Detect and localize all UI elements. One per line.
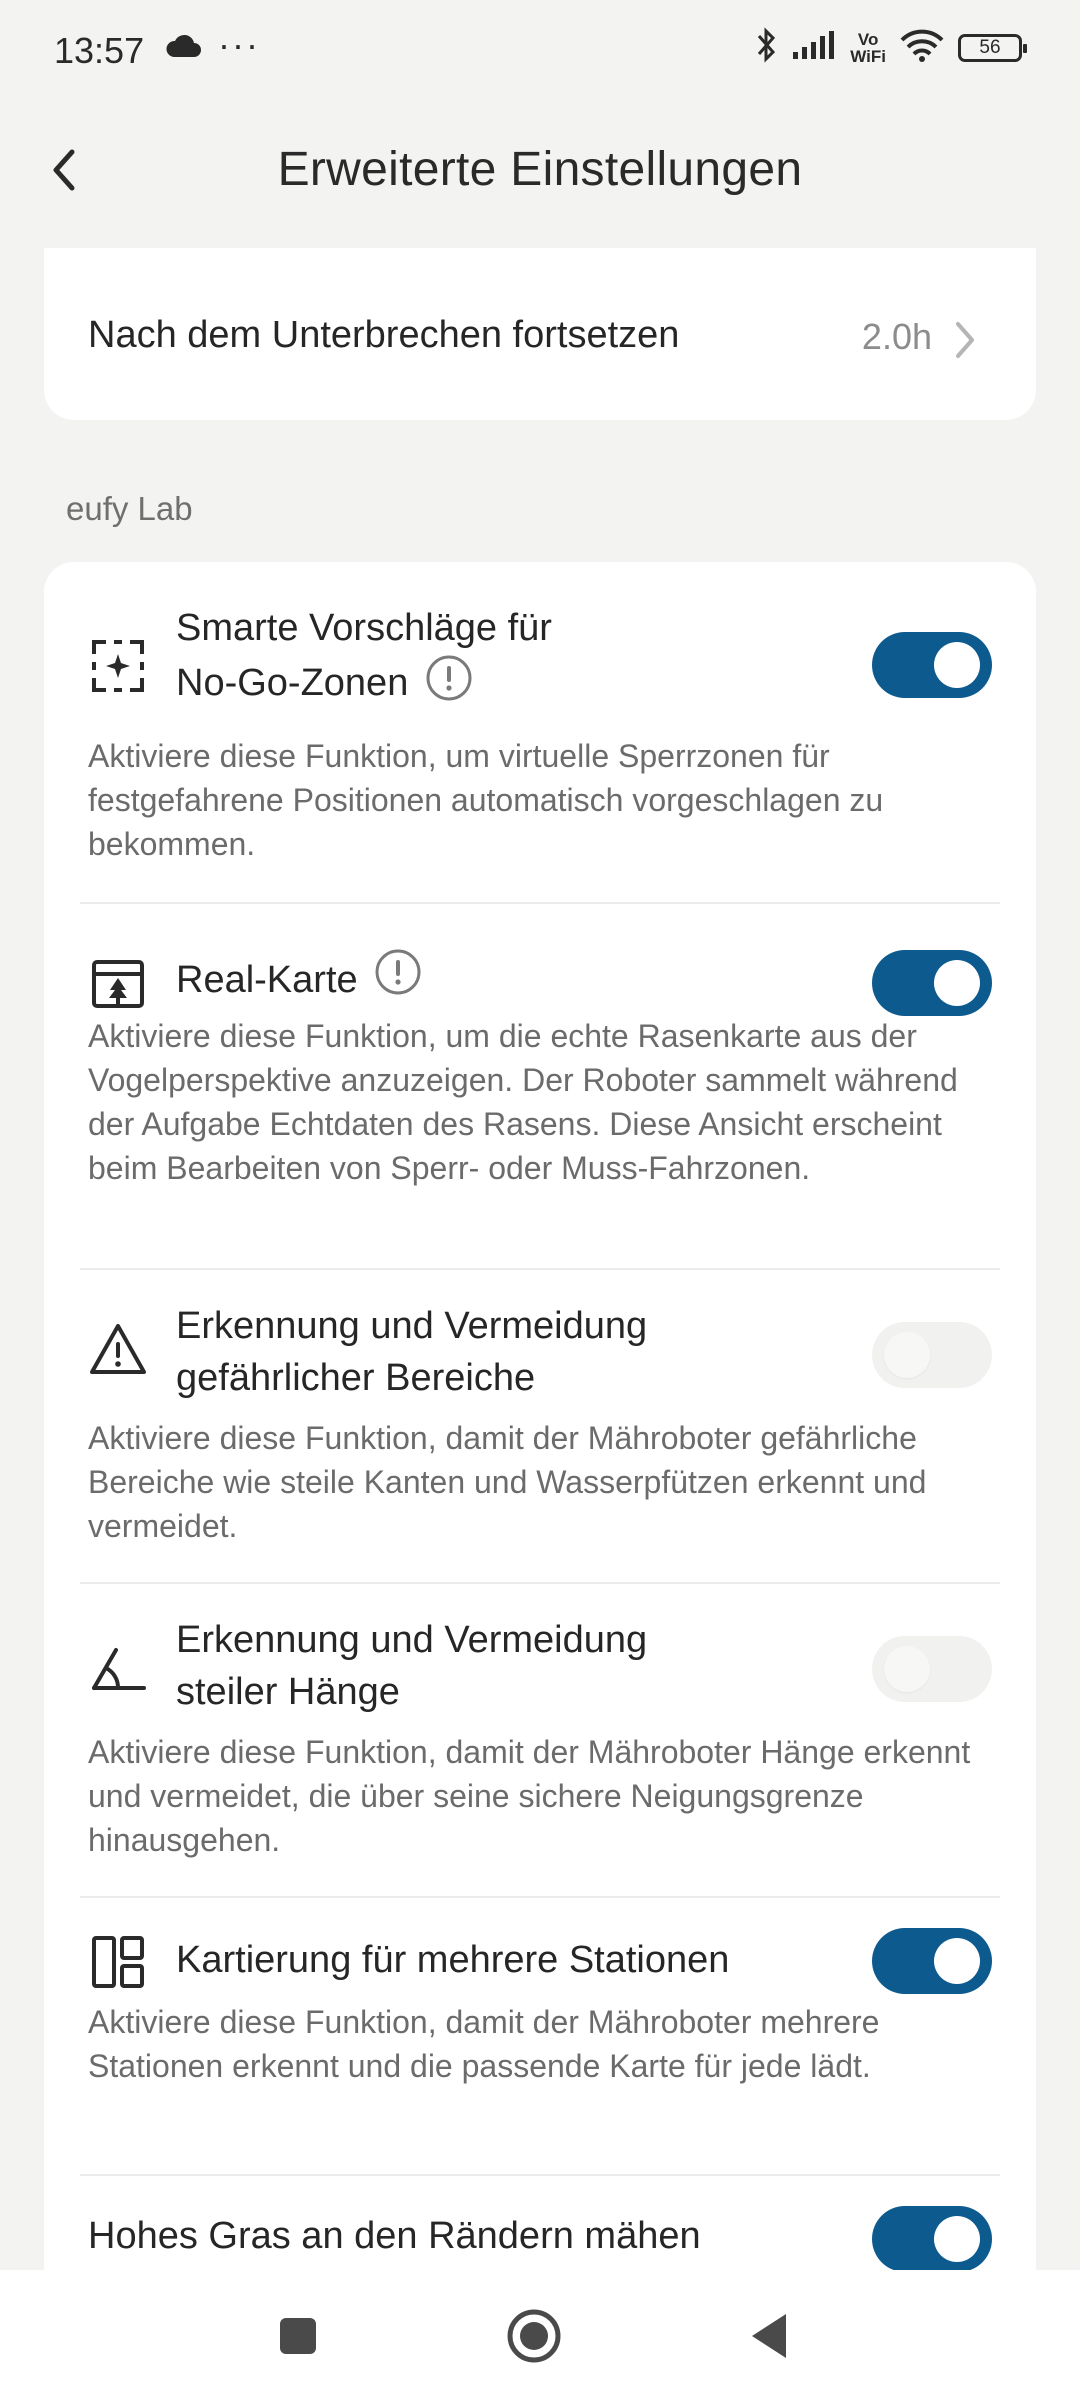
toggle-knob [934,2216,980,2262]
setting-real-map [44,904,1036,1268]
setting-smart-no-go-zones [44,562,1036,902]
setting-title-line1: Erkennung und Vermeidung [176,1619,648,1661]
setting-title-line2: No-Go-Zonen [176,662,409,705]
toggle-knob [884,1332,930,1378]
back-nav-button[interactable] [740,2306,800,2366]
setting-title [176,954,756,1010]
info-icon[interactable] [374,948,422,1010]
slope-angle-icon [88,1638,148,1698]
battery-indicator: 56 [958,34,1022,62]
sparkle-zone-icon [88,636,148,696]
warning-icon [88,1320,148,1380]
setting-title [176,602,756,716]
setting-description: Aktiviere diese Funktion, damit der Mähroboter mehrere Stationen erkennt und die passende Karte für jede lädt. [88,2004,880,2084]
home-button[interactable] [504,2306,564,2366]
toggle-mow-tall-grass-edges[interactable] [872,2206,992,2272]
section-label-eufy-lab: eufy Lab [66,490,193,527]
toggle-knob [934,642,980,688]
toggle-knob [884,1646,930,1692]
setting-title-line1: Erkennung und Vermeidung [176,1305,648,1347]
setting-title [176,1300,756,1404]
setting-title-line1: Smarte Vorschläge für [176,607,552,649]
home-circle-icon [504,2306,564,2366]
more-notifications-icon: ··· [218,24,260,65]
setting-mow-tall-grass-edges [44,2176,1036,2282]
wifi-icon [900,28,944,67]
vowifi-indicator [850,31,886,65]
square-icon [268,2306,328,2366]
toggle-real-map[interactable] [872,950,992,1016]
setting-description: Aktiviere diese Funktion, um virtuelle Sperrzonen für festgefahrene Positionen automatisch vorgeschlagen zu bekommen. [88,738,884,862]
setting-title-line2-wrap [176,654,756,716]
setting-title: Hohes Gras an den Rändern mähen [88,2215,701,2257]
status-time: 13:57 [54,30,145,71]
resume-label: Nach dem Unterbrechen fortsetzen [88,314,680,356]
setting-description: Aktiviere diese Funktion, um die echte Rasenkarte aus der Vogelperspektive anzuzeigen. Der Roboter sammelt während der Aufgabe Echtdaten des Rasens. Diese Ansicht erscheint beim Bearbeiten von Sperr- oder Muss-Fahrzonen. [88,1018,958,1186]
bluetooth-icon [756,26,778,69]
signal-icon [792,30,836,65]
status-bar [0,0,1080,100]
setting-title: Kartierung für mehrere Stationen [176,1939,730,1981]
vowifi-bottom: WiFi [850,46,886,66]
resume-after-pause-row[interactable] [44,248,1036,420]
setting-dangerous-areas [44,1270,1036,1582]
toggle-steep-slopes[interactable] [872,1636,992,1702]
setting-description: Aktiviere diese Funktion, damit der Mähroboter Hänge erkennt und vermeidet, die über seine sichere Neigungsgrenze hinausgehen. [88,1734,971,1858]
system-nav-bar [0,2270,1080,2400]
eufy-lab-card [44,562,1036,2282]
chevron-right-icon [952,318,980,367]
triangle-back-icon [740,2306,800,2366]
setting-title [176,1614,756,1718]
toggle-knob [934,960,980,1006]
setting-steep-slopes [44,1584,1036,1896]
vowifi-top: Vo [857,29,879,49]
resume-value: 2.0h [861,316,932,357]
toggle-knob [934,1938,980,1984]
info-icon[interactable] [425,654,473,716]
toggle-dangerous-areas[interactable] [872,1322,992,1388]
cloud-icon [164,33,202,64]
page-title: Erweiterte Einstellungen [277,143,803,196]
setting-multi-station-mapping [44,1898,1036,2174]
setting-description: Aktiviere diese Funktion, damit der Mähroboter gefährliche Bereiche wie steile Kanten und Wasserpfützen erkennt und vermeidet. [88,1420,927,1544]
setting-title-line1: Real-Karte [176,959,358,1001]
layout-panels-icon [88,1932,148,1992]
map-tree-icon [88,954,148,1014]
recents-button[interactable] [268,2306,328,2366]
toggle-smart-no-go-zones[interactable] [872,632,992,698]
toggle-multi-station-mapping[interactable] [872,1928,992,1994]
setting-title-line2: gefährlicher Bereiche [176,1357,536,1399]
setting-title-line2: steiler Hänge [176,1671,400,1713]
app-header [0,120,1080,220]
